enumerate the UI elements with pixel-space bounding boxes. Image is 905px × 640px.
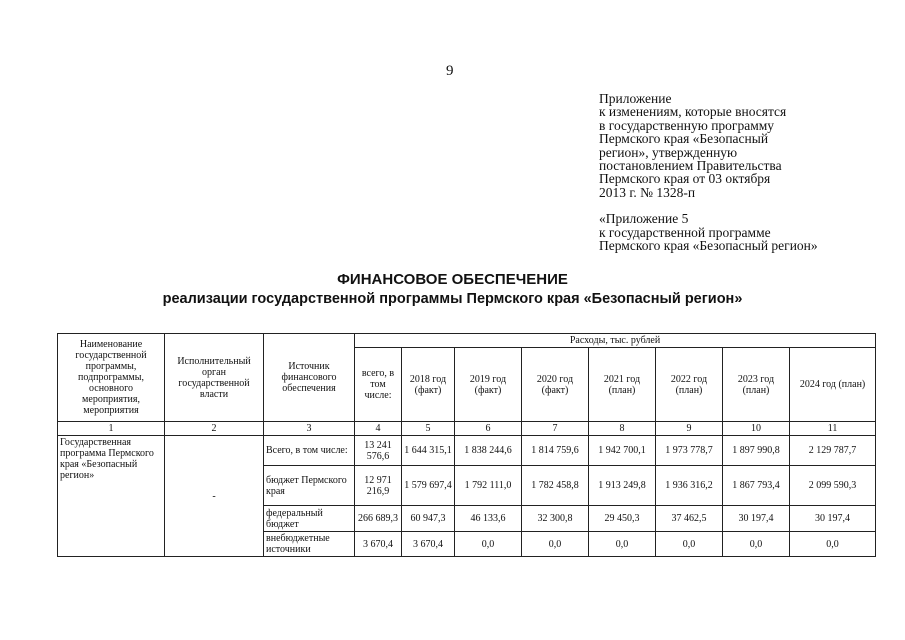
appendix-line: Пермского края «Безопасный: [599, 131, 769, 147]
value-cell: 29 450,3: [589, 506, 656, 532]
column-number: 2: [165, 422, 264, 436]
header-2022: 2022 год (план): [656, 348, 723, 422]
header-source: Источник финансового обеспечения: [264, 334, 355, 422]
appendix-line: постановлением Правительства: [599, 158, 782, 174]
header-2023: 2023 год (план): [723, 348, 790, 422]
value-cell: 1 792 111,0: [455, 466, 522, 506]
value-cell: 0,0: [589, 532, 656, 557]
column-number: 11: [790, 422, 876, 436]
source-cell: федеральный бюджет: [264, 506, 355, 532]
value-cell: 2 129 787,7: [790, 436, 876, 466]
header-2020: 2020 год (факт): [522, 348, 589, 422]
column-number: 10: [723, 422, 790, 436]
value-cell: 2 099 590,3: [790, 466, 876, 506]
header-2021: 2021 год (план): [589, 348, 656, 422]
value-cell: 30 197,4: [790, 506, 876, 532]
value-cell: 1 973 778,7: [656, 436, 723, 466]
page-number: 9: [446, 63, 454, 79]
value-cell: 0,0: [656, 532, 723, 557]
appendix-line: Пермского края от 03 октября: [599, 171, 771, 187]
value-cell: 30 197,4: [723, 506, 790, 532]
program-name: Государственная программа Пермского края «Безопасный регион»: [58, 436, 165, 557]
appendix-note: [599, 92, 899, 252]
column-number: 4: [355, 422, 402, 436]
header-executor: Исполнительный орган государственной власти: [165, 334, 264, 422]
value-cell: 1 579 697,4: [402, 466, 455, 506]
appendix-line: Пермского края «Безопасный регион»: [599, 238, 818, 254]
table-row: [58, 436, 876, 466]
document-title: ФИНАНСОВОЕ ОБЕСПЕЧЕНИЕ: [337, 271, 568, 288]
value-cell: 1 782 458,8: [522, 466, 589, 506]
column-number: 7: [522, 422, 589, 436]
appendix-line: Приложение: [599, 91, 672, 106]
column-number: 3: [264, 422, 355, 436]
appendix-line: к изменениям, которые вносятся: [599, 104, 787, 120]
appendix-line: 2013 г. № 1328-п: [599, 184, 696, 200]
value-cell: 266 689,3: [355, 506, 402, 532]
header-2019: 2019 год (факт): [455, 348, 522, 422]
value-cell: 1 913 249,8: [589, 466, 656, 506]
appendix-line: «Приложение 5: [599, 211, 689, 227]
value-cell: 0,0: [522, 532, 589, 557]
column-number: 5: [402, 422, 455, 436]
value-cell: 1 838 244,6: [455, 436, 522, 466]
header-total: всего, в том числе:: [355, 348, 402, 422]
value-cell: 1 936 316,2: [656, 466, 723, 506]
column-number: 8: [589, 422, 656, 436]
value-cell: 1 897 990,8: [723, 436, 790, 466]
value-cell: 46 133,6: [455, 506, 522, 532]
value-cell: 13 241 576,6: [355, 436, 402, 466]
value-cell: 1 814 759,6: [522, 436, 589, 466]
document-subtitle: реализации государственной программы Пермского края «Безопасный регион»: [162, 291, 743, 307]
column-number: 6: [455, 422, 522, 436]
value-cell: 0,0: [790, 532, 876, 557]
header-name: Наименование государственной программы, подпрограммы, основного мероприятия, мероприятия: [58, 334, 165, 422]
financing-table: [57, 333, 876, 557]
value-cell: 1 942 700,1: [589, 436, 656, 466]
value-cell: 3 670,4: [402, 532, 455, 557]
value-cell: 3 670,4: [355, 532, 402, 557]
value-cell: 12 971 216,9: [355, 466, 402, 506]
appendix-line: регион», утвержденную: [599, 144, 738, 160]
column-number: 9: [656, 422, 723, 436]
column-number: 1: [58, 422, 165, 436]
value-cell: 37 462,5: [656, 506, 723, 532]
appendix-line: к государственной программе: [599, 224, 771, 240]
source-cell: внебюджетные источники: [264, 532, 355, 557]
value-cell: 32 300,8: [522, 506, 589, 532]
source-cell: Всего, в том числе:: [264, 436, 355, 466]
value-cell: 1 867 793,4: [723, 466, 790, 506]
executor-cell: -: [165, 436, 264, 557]
value-cell: 1 644 315,1: [402, 436, 455, 466]
header-expenses: Расходы, тыс. рублей: [355, 334, 876, 348]
header-2018: 2018 год (факт): [402, 348, 455, 422]
source-cell: бюджет Пермского края: [264, 466, 355, 506]
appendix-line: в государственную программу: [599, 117, 775, 133]
value-cell: 0,0: [455, 532, 522, 557]
value-cell: 0,0: [723, 532, 790, 557]
header-2024: 2024 год (план): [790, 348, 876, 422]
value-cell: 60 947,3: [402, 506, 455, 532]
